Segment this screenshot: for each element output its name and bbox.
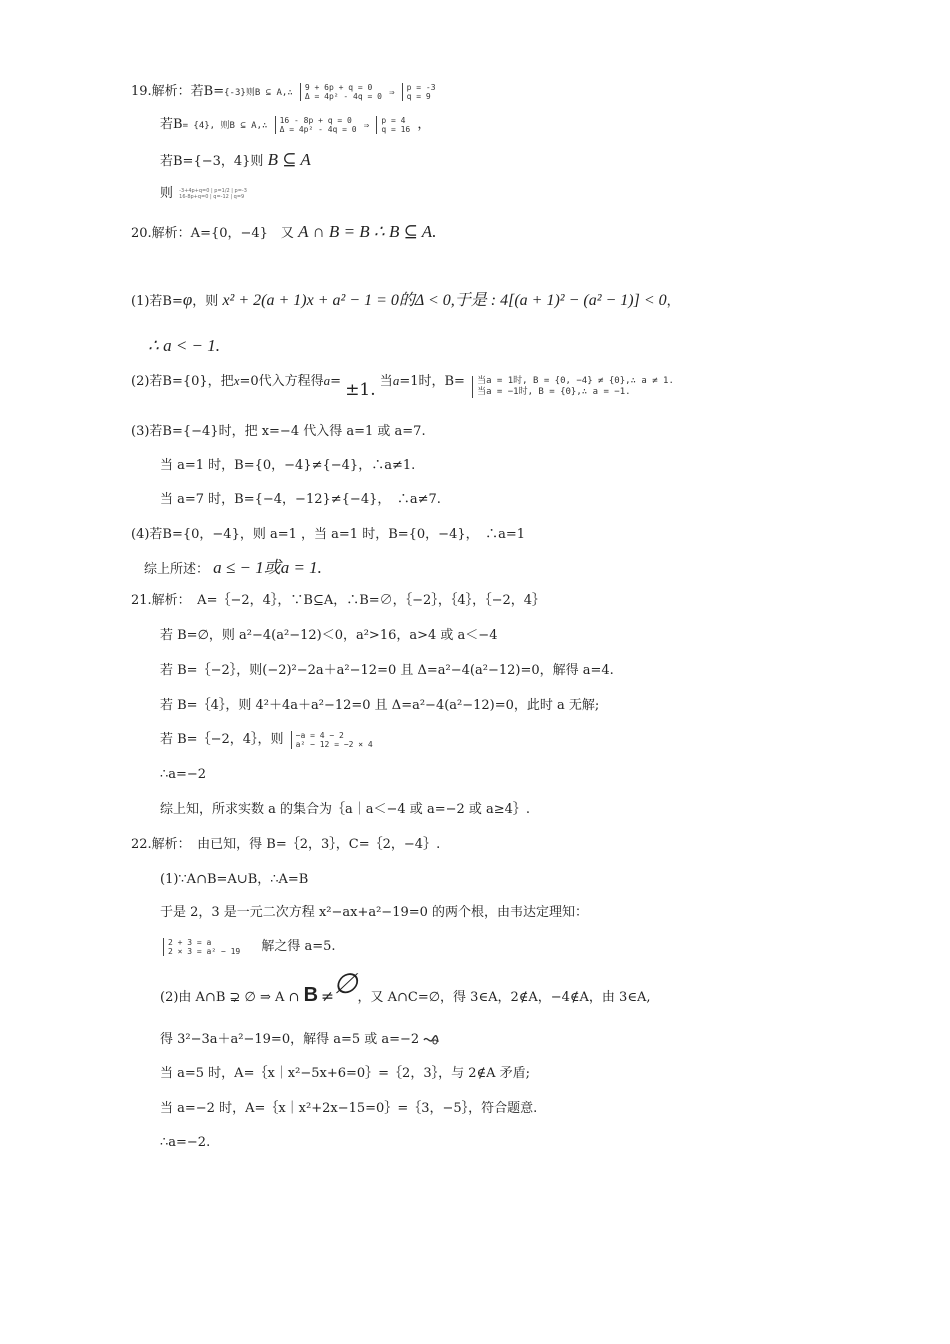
q20-case-1-mid: ，则 [192,294,219,309]
q20-case-2-system: 当a = 1时, B = {0, −4} ≠ {0},∴ a ≠ 1. 当a = −1时, B = {0},∴ a = −1. [472,376,674,398]
q20-case-3-a: 当 a=1 时，B={0，−4}≠{−4}，∴a≠1. [160,458,416,473]
q19-condition-1: 则B ⊆ A,∴ [245,88,293,98]
q20-case-2-prefix: (2)若B={0}，把 [131,374,234,389]
q19-implies-2: ⇒ [363,121,370,131]
q20-summary [144,558,322,580]
q19-line-4-formula: -3+4p+q=0 | p=1/2 | p=-3 16-8p+q=0 | q=-12 | q=9 [179,187,247,200]
q19-set-2: = {4}, 则B ⊆ A,∴ [182,121,268,131]
q22-part-2-c: 当 a=5 时，A=｛x｜x²−5x+6=0｝=｛2，3｝，与 2∉A 矛盾; [160,1066,531,1081]
q20-case-2-mid: =0代入方程得 [239,374,324,389]
q22-part-1: (1)∵A∩B=A∪B，∴A=B [160,872,309,887]
q20-case-2-pm: ±1. [345,380,376,400]
q20-case-2-eq: = [330,374,342,389]
q20-case-1-prefix: (1)若B= [131,294,183,309]
scribble-mark [423,1034,439,1046]
q19-line-1 [131,82,439,103]
q19-line-3-text: 若B={−3，4}则 [160,154,264,169]
q20-case-2-when-a: a [392,373,400,388]
q20-heading-line [131,222,436,244]
q19-set-1: {-3} [224,88,246,98]
q20-case-1-end: ， [666,294,680,309]
q20-heading: 20.解析：A={0，−4} 又 [131,226,294,241]
q21-line-6: 综上知，所求实数 a 的集合为｛a｜a＜−4 或 a=−2 或 a≥4｝. [160,802,531,817]
q22-part-2-b-text: 得 3²−3a＋a²−19=0，解得 a=5 或 a=−2 [160,1032,420,1047]
q22-part-2-d: 当 a=−2 时，A=｛x｜x²+2x−15=0｝=｛3，−5｝，符合题意. [160,1101,538,1116]
q22-part-1-system-line [160,937,336,957]
q22-part-2-b [160,1030,439,1050]
q20-case-2-a: a [323,373,331,388]
q19-line-2-prefix: 若B [160,117,183,132]
q20-case-2-x: x [233,373,240,388]
q20-heading-math: A ∩ B = B ∴ B ⊆ A. [298,222,437,241]
q22-part-2-neq: ≠ [321,988,335,1007]
q20-case-4: (4)若B={0，−4}，则 a=1 ，当 a=1 时，B={0，−4}， ∴a=1 [131,527,526,542]
q22-part-1-solution: 解之得 a=5. [261,939,336,954]
q22-part-2-B: B [303,984,319,1006]
q20-case-1-math: x² + 2(a + 1)x + a² − 1 = 0的Δ < 0,于是 : 4[(a + 1)² − (a² − 1)] < 0 [222,292,667,309]
q20-case-1-result-line [148,336,220,358]
q22-part-2-prefix: (2)由 A∩B ⊋ ∅ ⇒ A ∩ [160,990,300,1005]
q19-system-2: 16 - 8p + q = 0 Δ = 4p² - 4q = 0 [275,116,357,134]
q19-solution-1: p = -3 q = 9 [402,83,436,101]
q21-line-4-prefix: 若 B=｛−2，4｝，则 [160,732,284,747]
q20-case-2-when: 当 [379,374,393,389]
q19-line-3 [160,150,311,172]
q21-line-4-system: −a = 4 − 2 a² − 12 = −2 × 4 [291,731,373,749]
q21-line-2: 若 B=｛−2｝，则(−2)²−2a＋a²−12=0 且 Δ=a²−4(a²−12)=0，解得 a=4. [160,663,614,678]
q20-case-3-b: 当 a=7 时，B={−4，−12}≠{−4}， ∴a≠7. [160,492,441,507]
q19-solution-2: p = 4 q = 16 [376,116,410,134]
q21-line-5: ∴a=−2 [160,767,207,782]
q19-system-1: 9 + 6p + q = 0 Δ = 4p² - 4q = 0 [300,83,382,101]
q20-case-1-result: ∴ a < − 1. [148,336,221,355]
q20-case-1 [131,290,680,312]
q19-line-2-end: ， [417,117,431,132]
q21-line-3: 若 B=｛4｝，则 4²＋4a＋a²−12=0 且 Δ=a²−4(a²−12)=0，此时 a 无解; [160,698,600,713]
q20-summary-prefix: 综上所述： [144,562,210,577]
q22-part-2 [160,967,651,1008]
q22-part-1-b: 于是 2，3 是一元二次方程 x²−ax+a²−19=0 的两个根，由韦达定理知： [160,905,589,920]
q22-part-2-e: ∴a=−2. [160,1135,211,1150]
q20-case-2 [131,370,677,400]
q19-implies-1: ⇒ [389,88,395,98]
q22-part-2-post: ，又 A∩C=∅，得 3∈A，2∉A，−4∉A，由 3∈A, [357,990,651,1005]
q21-line-1: 若 B=∅，则 a²−4(a²−12)＜0，a²>16，a>4 或 a＜−4 [160,628,498,643]
q20-case-3: (3)若B={−4}时，把 x=−4 代入得 a=1 或 a=7. [131,424,426,439]
q20-summary-math: a ≤ − 1或a = 1. [213,558,322,577]
q21-heading: 21.解析： A=｛−2，4｝，∵B⊆A，∴B=∅，｛−2｝，｛4｝，｛−2，4｝ [131,593,546,608]
q22-heading: 22.解析： 由已知，得 B=｛2，3｝，C=｛2，−4｝. [131,837,441,852]
q19-line-4-text: 则 [160,186,174,201]
q21-line-4 [160,730,376,750]
q19-heading: 19.解析：若B= [131,84,225,99]
q19-line-3-math: B ⊆ A [267,150,311,169]
q22-part-1-system: 2 + 3 = a 2 × 3 = a² − 19 [163,938,240,956]
q20-case-1-phi: φ [182,290,193,309]
q20-case-2-when2: =1时，B= [399,374,465,389]
q19-line-2 [160,115,430,136]
q22-part-2-emptyset: ∅ [333,967,358,1000]
q19-line-4 [160,184,249,204]
